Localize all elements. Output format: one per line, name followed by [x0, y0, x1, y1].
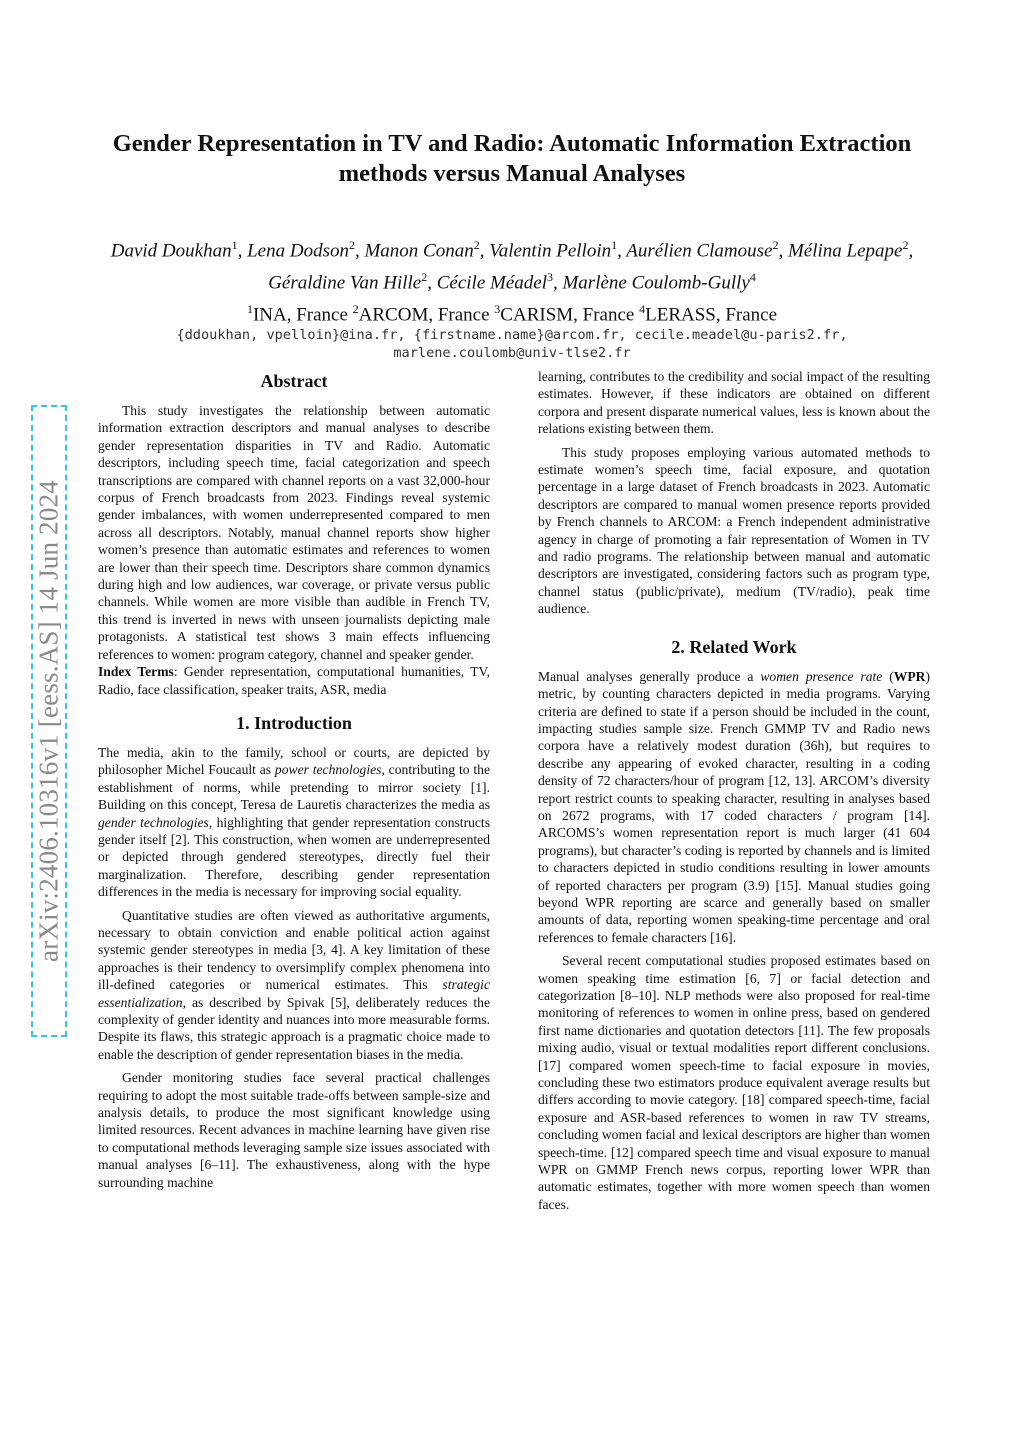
abstract-heading: Abstract: [260, 371, 328, 391]
rw-p1-text-a: Manual analyses generally produce a: [538, 668, 761, 684]
affiliation-name: CARISM, France: [500, 304, 635, 326]
author-separator: ,: [552, 272, 563, 294]
intro-continuation-paragraph: learning, contributes to the credibility and social impact of the resulting estimates. However, if these indicators are obtained on different corpora and present disparate numerical values, less is known about the relations existing between them.: [538, 369, 930, 437]
author-emails: [100, 326, 924, 362]
intro-paragraph-3: Gender monitoring studies face several practical challenges requiring to adopt the most suitable trade-offs between sample-size and analysis details, to produce the most significant knowledge using limited resources. Recent advances in machine learning have given rise to computational methods leveraging sample size issues associated with manual analyses [6–11]. The exhaustiveness, along with the hype surrounding machine: [98, 1070, 490, 1190]
author-affiliation-mark: 1: [231, 238, 238, 252]
author-name: Mélina Lepape: [787, 240, 903, 262]
related-work-paragraph-2: Several recent computational studies proposed estimates based on women speaking time estimation [6, 7] or facial detection and categorization [8–10]. NLP methods were also proposed for real-time monitoring of references to women in online press, based on gendered first name dictionaries and quotation detectors [11]. The few proposals mixing audio, visual or textual modalities report different conclusions. [17] compared women speech-time to facial exposure in movies, concluding these two estimators produce equivalent average results but differs according to movie category. [18] compared speech-time, facial exposure and ASR-based references to women in raw TV streams, concluding women facial and lexical descriptors are higher than women speech-time. [12] compared speech time and visual exposure to manual WPR on GMMP French news corpus, reporting lower WPR than automatic estimates, together with more women speech than women faces.: [538, 953, 930, 1212]
intro-p1-italic-gender-technologies: gender technologies: [98, 814, 209, 830]
author-name: Valentin Pelloin: [489, 240, 612, 262]
index-terms-label: Index Terms: [98, 664, 174, 680]
author-separator: ,: [237, 240, 248, 262]
rw-p1-text-b: (: [882, 668, 894, 684]
affiliation-number: 3: [494, 302, 501, 316]
affiliation-name: INA, France: [252, 304, 348, 326]
intro-p2-text-b: , as described by Spivak [5], deliberately reduces the complexity of gender identity and nuances into more measurable forms. Despite its flaws, this strategic approach is a pragmatic choice made to enable the description of gender representation biases in the media.: [98, 994, 490, 1062]
paper-title: [100, 129, 924, 189]
affiliation-name: ARCOM, France: [358, 304, 490, 326]
arxiv-identifier-box: [31, 405, 67, 1037]
intro-paragraph-2: [98, 907, 490, 1064]
author-name: Marlène Coulomb-Gully: [562, 272, 750, 294]
intro-p1-text-a: The media, akin to the family, school or courts, are depicted by philosopher Michel Foucault as: [98, 744, 490, 778]
rw-p1-italic-women-presence-rate: women presence rate: [760, 668, 883, 684]
affiliation-number: 1: [246, 302, 253, 316]
author-separator: ,: [354, 240, 365, 262]
author-affiliation-mark: 1: [611, 238, 618, 252]
title-line-1: Gender Representation in TV and Radio: Automatic Information Extraction: [112, 130, 912, 157]
author-name: Aurélien Clamouse: [626, 240, 773, 262]
right-column: [538, 368, 930, 1213]
affiliation-number: 2: [352, 302, 359, 316]
author-list: [100, 232, 924, 297]
intro-p1-text-b: , contributing to the establishment of norms, while pretending to mirror society [1]. Building on this concept, Teresa de Lauretis characterizes the media as: [98, 762, 490, 813]
introduction-heading: 1. Introduction: [236, 712, 352, 733]
rw-p1-bold-wpr: WPR: [893, 668, 926, 684]
author-affiliation-mark: 3: [546, 270, 553, 285]
rw-p1-text-c: ) metric, by counting characters depicted in media programs. Varying criteria are defined to state if a person should be included in the count, impacting studies sample size. French GMMP TV and Radio news corpora have a relatively modest duration (36h), but requires to describe any appearing of evoked character, resulting in a coding density of 72 characters/hour of program [12, 13]. ARCOM’s diversity report restrict counts to speaking character, resulting in analyses based on 2672 programs, with 17 coded characters / program [14]. ARCOMS’s women representation report is much larger (41 604 programs), but character’s coding is reported by channels and is limited to characters depicted in studio conditions resulting in lower amounts of reported characters per program (3.9) [15]. Manual studies going beyond WPR reporting are scarce and generally based on smaller amounts of data, reporting women speaking-time percentage and oral references to female characters [16].: [538, 668, 930, 945]
arxiv-identifier: arXiv:2406.10316v1 [eess.AS] 14 Jun 2024: [33, 480, 64, 962]
intro-paragraph-4: This study proposes employing various automated methods to estimate women’s speech time, facial exposure, and quotation percentage in a large dataset of French broadcasts in 2023. Automatic descriptors are compared to manual women presence reports provided by French channels to ARCOM: a French independent administrative agency in charge of promoting a fair representation of Women in TV and radio programs. The relationship between manual and automatic descriptors are investigated, considering factors such as program type, channel status (public/private), medium (TV/radio), peak time audience.: [538, 444, 930, 617]
intro-p2-italic-strategic-essentialization: strategic essentialization: [98, 977, 490, 1010]
related-work-paragraph-1: [538, 668, 930, 947]
title-line-2: methods versus Manual Analyses: [338, 160, 686, 187]
author-affiliation-mark: 2: [902, 238, 909, 252]
related-work-heading: 2. Related Work: [671, 636, 797, 657]
author-name: Géraldine Van Hille: [268, 272, 422, 294]
index-terms: [98, 663, 490, 698]
author-name: Manon Conan: [364, 240, 474, 262]
index-terms-text: : Gender representation, computational humanities, TV, Radio, face classification, speaker traits, ASR, media: [98, 664, 490, 697]
author-name: David Doukhan: [110, 240, 232, 262]
author-separator: ,: [778, 240, 788, 262]
author-name: Lena Dodson: [247, 240, 349, 262]
author-separator: ,: [427, 272, 437, 294]
email-line-1: {ddoukhan, vpelloin}@ina.fr, {firstname.name}@arcom.fr, cecile.meadel@u-paris2.fr,: [176, 327, 848, 343]
intro-p1-text-c: , highlighting that gender representation constructs gender itself [2]. This construction, when women are underrepresented or depicted through gendered stereotypes, directly fuel their marginalization. Therefore, describing gender representation differences in the media is necessary for improving social equality.: [98, 814, 490, 900]
author-affiliation-mark: 2: [772, 238, 779, 252]
author-affiliation-mark: 2: [348, 238, 355, 252]
author-separator: ,: [479, 240, 490, 262]
left-column: [98, 368, 490, 1191]
affiliation-name: LERASS, France: [645, 304, 778, 326]
author-affiliation-mark: 4: [749, 270, 756, 285]
author-name: Cécile Méadel: [436, 272, 547, 294]
email-line-2: marlene.coulomb@univ-tlse2.fr: [393, 345, 631, 361]
author-separator: ,: [617, 240, 627, 262]
affiliations: [100, 296, 924, 328]
affiliation-number: 4: [639, 302, 646, 316]
author-affiliation-mark: 2: [473, 238, 480, 252]
abstract-text: This study investigates the relationship between automatic information extraction descriptors and manual analyses to describe gender representation disparities in TV and Radio. Automatic descriptors, including speech time, facial categorization and speech transcriptions are compared with channel reports on a vast 32,000-hour corpus of French broadcasts from 2023. Findings reveal systemic gender imbalances, with women underrepresented compared to men across all descriptors. Notably, manual channel reports show higher women’s presence than automatic estimates and references to women are lower than their speech time. Descriptors share common dynamics during high and low audiences, war coverage, or private versus public channels. While women are more visible than audible in French TV, this trend is inverted in news with unseen journalists depicting male protagonists. A statistical test shows 3 main effects influencing references to women: program category, channel and speaker gender.: [98, 403, 490, 662]
author-affiliation-mark: 2: [421, 270, 428, 285]
intro-p2-text-a: Quantitative studies are often viewed as authoritative arguments, necessary to obtain conviction and enable political action against systemic gender stereotypes in media [3, 4]. A key limitation of these approaches is their tendency to oversimplify complex phenomena into ill-defined categories or numerical estimates. This: [98, 907, 490, 993]
intro-p1-italic-power-technologies: power technologies: [274, 762, 382, 778]
intro-paragraph-1: [98, 744, 490, 901]
author-separator: ,: [908, 240, 914, 262]
